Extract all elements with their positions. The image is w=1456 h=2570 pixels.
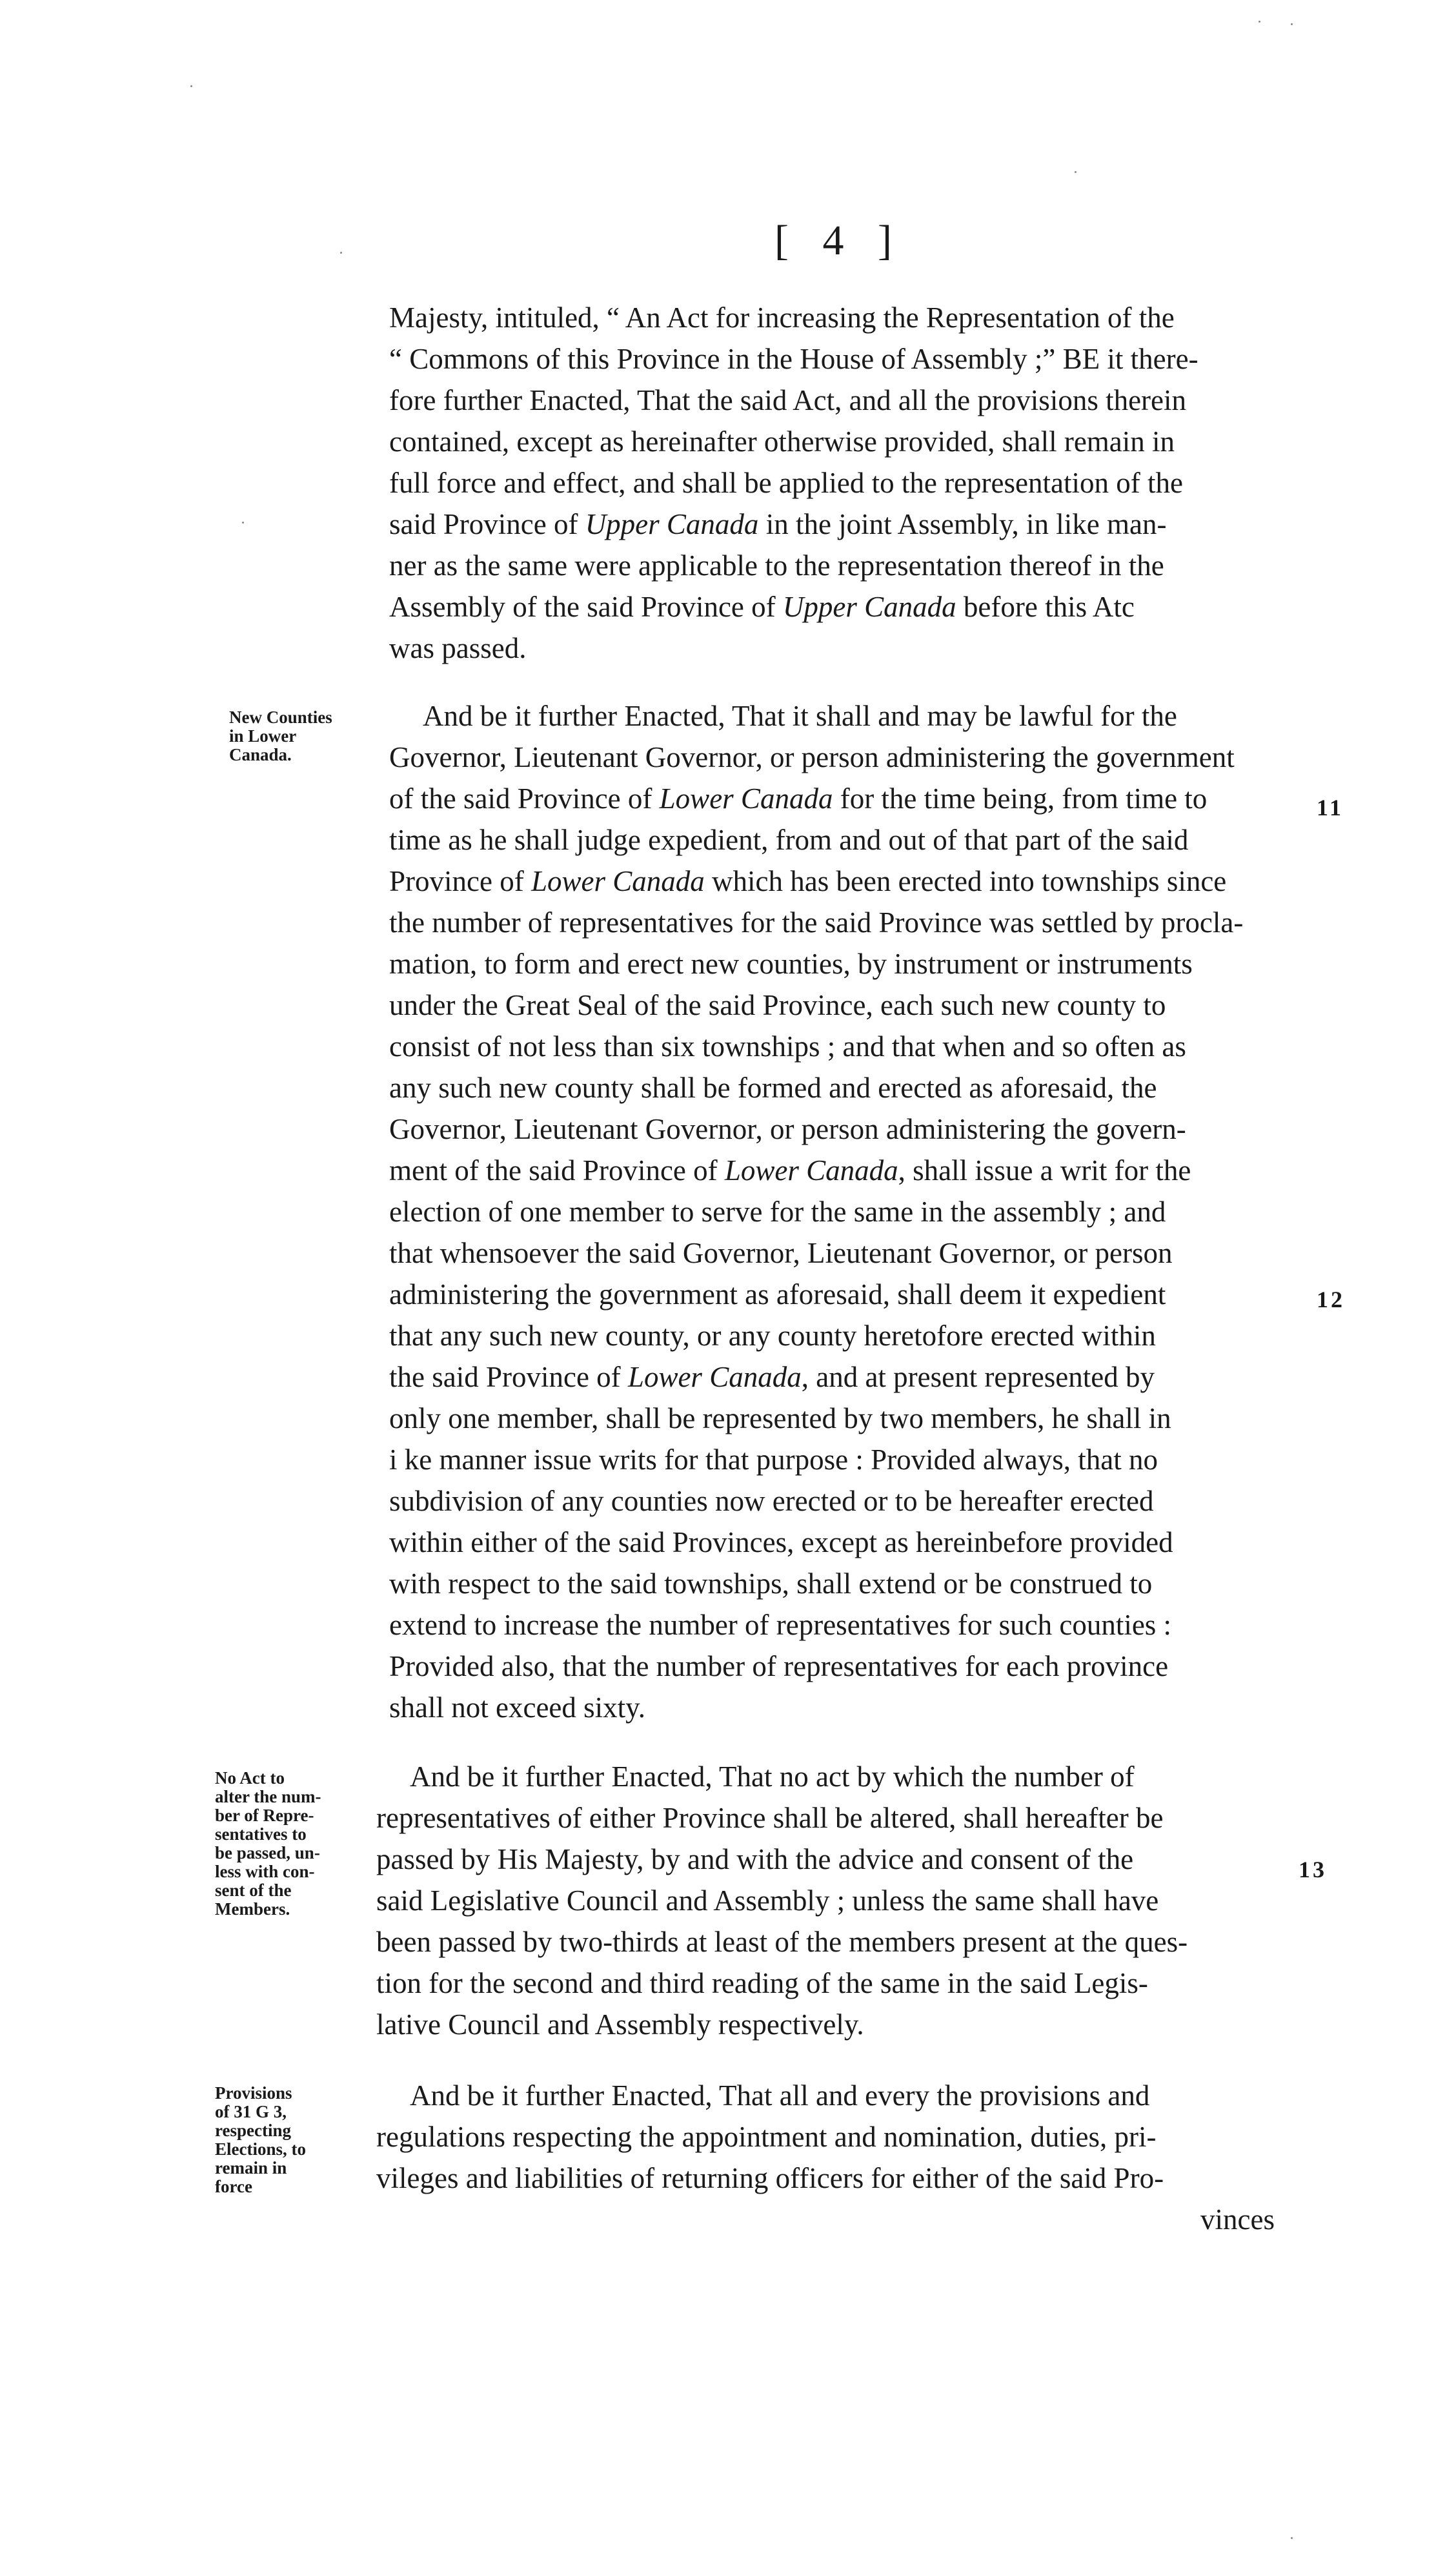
margin-note-line: remain in: [215, 2158, 287, 2177]
text-line: within either of the said Provinces, except as hereinbefore provided: [389, 1526, 1173, 1558]
margin-note-line: force: [215, 2177, 252, 2196]
text-line: said Province of Upper Canada in the joint Assembly, in like man-: [389, 508, 1167, 540]
line-number-12: 12: [1317, 1287, 1345, 1312]
text-line: And be it further Enacted, That no act by which the number of: [410, 1760, 1135, 1793]
text-line: contained, except as hereinafter otherwise provided, shall remain in: [389, 425, 1175, 458]
text-line: only one member, shall be represented by two members, he shall in: [389, 1402, 1171, 1434]
catchword: vinces: [1200, 2203, 1275, 2236]
margin-note-line: sent of the: [215, 1881, 292, 1900]
margin-note-line: in Lower: [229, 726, 297, 746]
speck: [190, 85, 192, 87]
text-line: that any such new county, or any county heretofore erected within: [389, 1320, 1156, 1352]
text-line: regulations respecting the appointment and nomination, duties, pri-: [376, 2121, 1157, 2153]
paragraph-3: [376, 1756, 1288, 2045]
text-line: consist of not less than six townships ; and that when and so often as: [389, 1030, 1186, 1063]
speck: [1259, 21, 1260, 23]
text-line: Majesty, intituled, “ An Act for increasing the Representation of the: [389, 301, 1175, 334]
page-number: [ 4 ]: [774, 217, 904, 264]
margin-note-line: New Counties: [229, 708, 332, 727]
text-line: administering the government as aforesaid, shall deem it expedient: [389, 1278, 1166, 1310]
text-line: Province of Lower Canada which has been erected into townships since: [389, 865, 1227, 897]
text-line: that whensoever the said Governor, Lieutenant Governor, or person: [389, 1237, 1173, 1269]
margin-note-line: alter the num-: [215, 1787, 321, 1806]
margin-note-line: Elections, to: [215, 2139, 306, 2159]
margin-note-line: sentatives to: [215, 1824, 307, 1844]
text-line: extend to increase the number of representatives for such counties :: [389, 1609, 1172, 1641]
line-number-13: 13: [1299, 1857, 1327, 1882]
text-line: with respect to the said townships, shall extend or be construed to: [389, 1567, 1153, 1600]
text-line: time as he shall judge expedient, from and out of that part of the said: [389, 824, 1189, 856]
margin-note-line: Canada.: [229, 745, 292, 764]
text-line: ment of the said Province of Lower Canada, shall issue a writ for the: [389, 1154, 1191, 1187]
text-line: tion for the second and third reading of the same in the said Legis-: [376, 1967, 1148, 1999]
text-line: said Legislative Council and Assembly ; unless the same shall have: [376, 1884, 1159, 1917]
text-line: i ke manner issue writs for that purpose : Provided always, that no: [389, 1443, 1158, 1476]
text-line: ner as the same were applicable to the representation thereof in the: [389, 549, 1164, 582]
margin-note-line: respecting: [215, 2121, 291, 2140]
text-line: And be it further Enacted, That it shall and may be lawful for the: [423, 700, 1177, 732]
margin-note-line: Provisions: [215, 2083, 292, 2103]
speck: [340, 252, 342, 254]
speck: [1075, 171, 1077, 173]
text-line: under the Great Seal of the said Province, each such new county to: [389, 989, 1166, 1021]
margin-note-line: Members.: [215, 1899, 290, 1919]
speck: [1291, 2537, 1293, 2539]
margin-note-new-counties: [229, 708, 365, 764]
text-line: vileges and liabilities of returning officers for either of the said Pro-: [376, 2162, 1164, 2194]
text-line: fore further Enacted, That the said Act, and all the provisions therein: [389, 384, 1187, 416]
text-line: “ Commons of this Province in the House of Assembly ;” BE it there-: [389, 343, 1198, 375]
text-line: subdivision of any counties now erected or to be hereafter erected: [389, 1485, 1154, 1517]
paragraph-2: [389, 695, 1299, 1728]
text-line: was passed.: [389, 632, 527, 664]
text-line: lative Council and Assembly respectively.: [376, 2008, 864, 2041]
text-line: Governor, Lieutenant Governor, or person administering the govern-: [389, 1113, 1186, 1145]
paragraph-1: [389, 297, 1299, 669]
text-line: passed by His Majesty, by and with the advice and consent of the: [376, 1843, 1134, 1875]
text-line: of the said Province of Lower Canada for the time being, from time to: [389, 782, 1208, 815]
text-line: been passed by two-thirds at least of the members present at the ques-: [376, 1926, 1188, 1958]
paragraph-4: [376, 2075, 1283, 2199]
margin-note-provisions: [215, 2084, 350, 2196]
margin-note-line: ber of Repre-: [215, 1806, 314, 1825]
text-line: any such new county shall be formed and erected as aforesaid, the: [389, 1072, 1157, 1104]
text-line: the said Province of Lower Canada, and at present represented by: [389, 1361, 1155, 1393]
speck: [242, 522, 244, 524]
text-line: full force and effect, and shall be applied to the representation of the: [389, 467, 1183, 499]
text-line: shall not exceed sixty.: [389, 1691, 645, 1724]
margin-note-line: of 31 G 3,: [215, 2102, 287, 2121]
margin-note-line: be passed, un-: [215, 1843, 320, 1862]
text-line: Provided also, that the number of representatives for each province: [389, 1650, 1169, 1682]
line-number-11: 11: [1317, 795, 1344, 821]
text-line: Governor, Lieutenant Governor, or person administering the government: [389, 741, 1235, 773]
margin-note-line: less with con-: [215, 1862, 315, 1881]
text-line: mation, to form and erect new counties, by instrument or instruments: [389, 948, 1193, 980]
text-line: And be it further Enacted, That all and every the provisions and: [410, 2079, 1150, 2112]
speck: [1291, 23, 1293, 25]
margin-note-no-act: [215, 1769, 350, 1919]
text-line: the number of representatives for the said Province was settled by procla-: [389, 906, 1244, 939]
text-line: representatives of either Province shall be altered, shall hereafter be: [376, 1802, 1164, 1834]
text-line: Assembly of the said Province of Upper Canada before this Atc: [389, 591, 1135, 623]
margin-note-line: No Act to: [215, 1768, 285, 1788]
text-line: election of one member to serve for the same in the assembly ; and: [389, 1196, 1166, 1228]
